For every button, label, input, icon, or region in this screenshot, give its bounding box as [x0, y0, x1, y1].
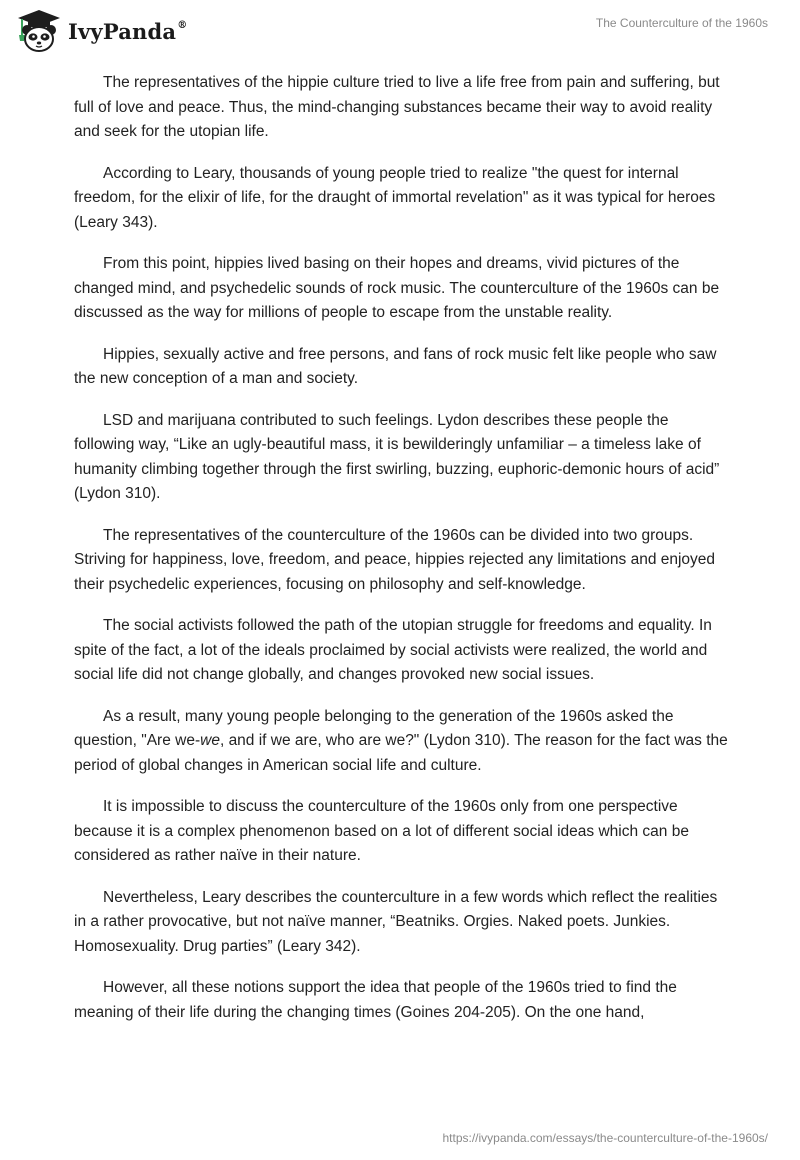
- essay-body: [74, 71, 730, 1042]
- paragraph-10: Nevertheless, Leary describes the counterculture in a few words which reflect the realities in a rather provocative, but not naïve manner, “Beatniks. Orgies. Naked poets. Junkies. Homosexuality. Drug parties” (Leary 342).: [74, 888, 718, 955]
- ivypanda-logo[interactable]: [14, 8, 187, 54]
- document-title: The Counterculture of the 1960s: [595, 16, 768, 30]
- logo-text: [68, 19, 187, 44]
- paragraph-9: It is impossible to discuss the counterculture of the 1960s only from one perspective because it is a complex phenomenon based on a lot of different social ideas which can be considered as rather naïve in their nature.: [74, 798, 689, 864]
- registered-mark: ®: [177, 19, 188, 31]
- paragraph-7: The social activists followed the path of the utopian struggle for freedoms and equality. In spite of the fact, a lot of the ideals proclaimed by social activists were realized, the world and social life did not change globally, and changes provoked new social issues.: [74, 617, 712, 683]
- paragraph-5: LSD and marijuana contributed to such feelings. Lydon describes these people the following way, “Like an ugly-beautiful mass, it is bewilderingly unfamiliar – a timeless lake of humanity climbing together through the first swirling, buzzing, euphoric-demonic hours of acid” (Lydon 310).: [74, 411, 720, 502]
- emphasis-we: we: [200, 732, 220, 749]
- paragraph-1: The representatives of the hippie culture tried to live a life free from pain and suffering, but full of love and peace. Thus, the mind-changing substances became their way to avoid reality and seek for the utopian life.: [74, 74, 720, 140]
- paragraph-6: The representatives of the counterculture of the 1960s can be divided into two groups. Striving for happiness, love, freedom, and peace, hippies rejected any limitations and enjoyed their psychedelic experiences, focusing on philosophy and self-knowledge.: [74, 526, 716, 593]
- paragraph-8: As a result, many young people belonging to the generation of the 1960s asked the question, "Are we-we, and if we are, who are we?" (Lydon 310). The reason for the fact was the period of global changes in American social life and culture.: [74, 707, 728, 774]
- panda-graduate-icon: [14, 8, 64, 54]
- paragraph-2: According to Leary, thousands of young people tried to realize "the quest for internal freedom, for the elixir of life, for the draught of immortal revelation" as it was typical for heroes (Leary 343).: [74, 164, 716, 231]
- paragraph-4: Hippies, sexually active and free persons, and fans of rock music felt like people who saw the new conception of a man and society.: [74, 345, 717, 387]
- source-url[interactable]: https://ivypanda.com/essays/the-counterculture-of-the-1960s/: [442, 1131, 768, 1145]
- logo-wordmark: IvyPanda: [68, 18, 177, 44]
- paragraph-3: From this point, hippies lived basing on their hopes and dreams, vivid pictures of the changed mind, and psychedelic sounds of rock music. The counterculture of the 1960s can be discussed as the way for millions of people to escape from the unstable reality.: [74, 255, 720, 321]
- paragraph-11: However, all these notions support the idea that people of the 1960s tried to find the meaning of their life during the changing times (Goines 204-205). On the one hand,: [74, 979, 677, 1021]
- page-header: [0, 0, 800, 70]
